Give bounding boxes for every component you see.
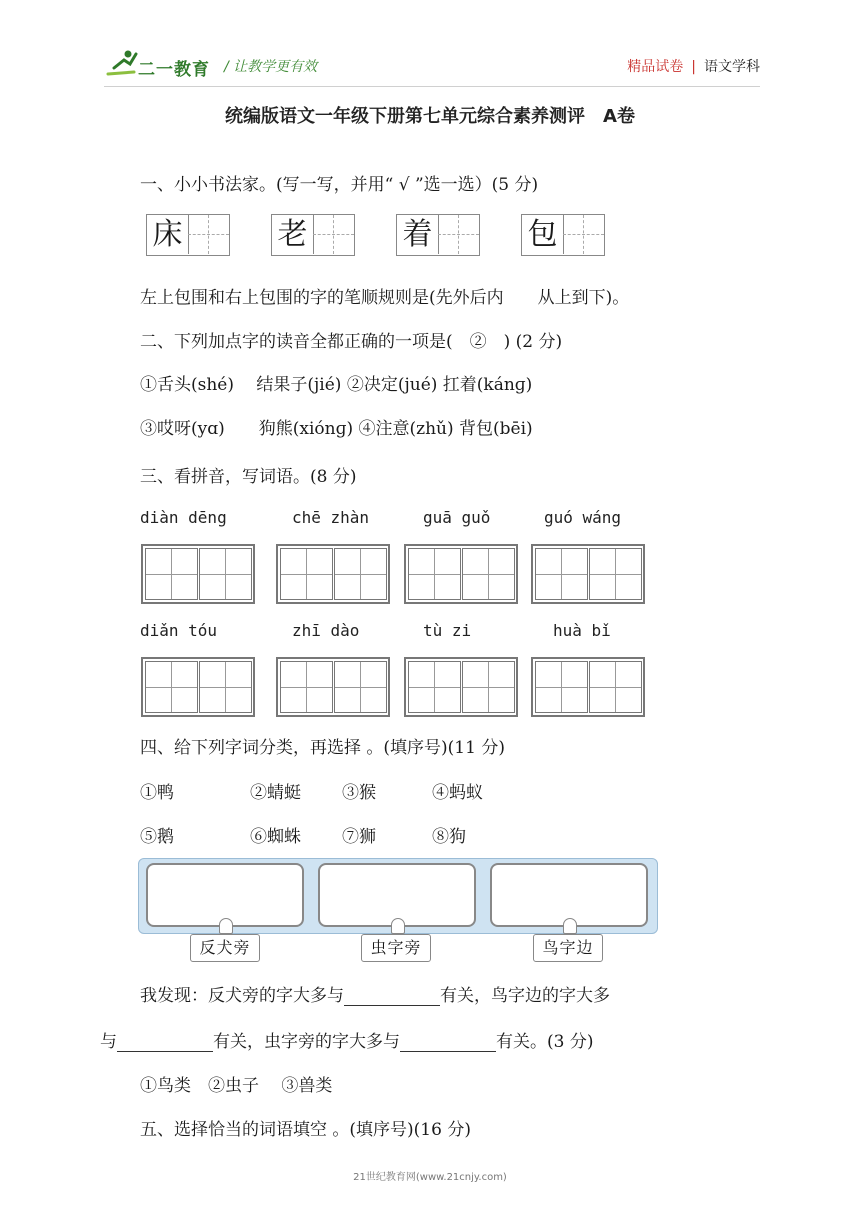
category-label: 虫字旁: [361, 934, 431, 962]
connector-knob: [563, 918, 577, 934]
pinyin: chē zhàn: [292, 508, 370, 527]
header-rule: [104, 86, 760, 87]
answer-grid[interactable]: [276, 657, 390, 717]
writing-cell: [396, 214, 480, 256]
pinyin: tù zi: [423, 621, 472, 640]
fill-blank[interactable]: [344, 987, 440, 1006]
q4-item: ⑧狗: [432, 827, 466, 847]
q2-options-line2: ③哎呀(yɑ) 狗熊(xiónɡ) ④注意(zhǔ) 背包(bēi): [140, 419, 533, 439]
writing-cell: [521, 214, 605, 256]
finding-text: 有关。(3 分): [496, 1032, 594, 1052]
q3-prompt: 三、看拼音，写词语。(8 分): [140, 467, 357, 487]
category-label: 反犬旁: [190, 934, 260, 962]
quality-tag: 精品试卷: [627, 59, 684, 75]
model-char: 老: [277, 217, 308, 252]
brand-slogan: / 让教学更有效: [224, 59, 318, 75]
connector-knob: [219, 918, 233, 934]
writing-cell: [271, 214, 355, 256]
answer-grid[interactable]: [404, 544, 518, 604]
model-char: 着: [402, 217, 433, 252]
q4-item: ⑥蜘蛛: [250, 827, 301, 847]
connector-knob: [391, 918, 405, 934]
q4-prompt: 四、给下列字词分类，再选择 。(填序号)(11 分): [140, 738, 505, 758]
answer-grid[interactable]: [531, 657, 645, 717]
answer-grid[interactable]: [531, 544, 645, 604]
q4-finding-line2: [100, 1027, 593, 1052]
q4-item: ④蚂蚁: [432, 783, 483, 803]
q2-options-line1: ①舌头(shé) 结果子(jié) ②决定(jué) 扛着(kánɡ): [140, 375, 533, 395]
page-title: 统编版语文一年级下册第七单元综合素养测评 A卷: [225, 106, 635, 127]
q4-item: ⑦狮: [342, 827, 376, 847]
q4-item: ①鸭: [140, 783, 174, 803]
q4-choice-options: ①鸟类 ②虫子 ③兽类: [140, 1076, 333, 1096]
fill-blank[interactable]: [400, 1033, 496, 1052]
q1-rule: 左上包围和右上包围的字的笔顺规则是(先外后内 从上到下)。: [140, 288, 630, 308]
pinyin: huà bǐ: [553, 621, 611, 640]
model-char: 床: [152, 217, 183, 252]
answer-grid[interactable]: [141, 544, 255, 604]
header-divider: |: [691, 59, 696, 75]
finding-text: 与: [100, 1032, 117, 1052]
pinyin: guā guǒ: [423, 508, 491, 527]
q4-item: ⑤鹅: [140, 827, 174, 847]
header-tags: [627, 56, 760, 76]
q4-finding-line1: [140, 981, 610, 1006]
writing-cell: [146, 214, 230, 256]
brand-name: 二一教育: [138, 60, 210, 80]
pinyin: diǎn tóu: [140, 621, 218, 640]
model-char: 包: [527, 217, 558, 252]
pinyin: zhī dào: [292, 621, 360, 640]
page-footer: 21世纪教育网(www.21cnjy.com): [353, 1172, 507, 1183]
pinyin: diàn dēng: [140, 508, 227, 527]
q4-item: ②蜻蜓: [250, 783, 301, 803]
category-label: 鸟字边: [533, 934, 603, 962]
pinyin: guó wáng: [544, 508, 622, 527]
q5-prompt: 五、选择恰当的词语填空 。(填序号)(16 分): [140, 1120, 471, 1140]
fill-blank[interactable]: [117, 1033, 213, 1052]
subject-tag: 语文学科: [704, 59, 760, 75]
finding-text: 有关，虫字旁的字大多与: [213, 1032, 400, 1052]
finding-text: 我发现：反犬旁的字大多与: [140, 986, 344, 1006]
finding-text: 有关，鸟字边的字大多: [440, 986, 610, 1006]
q4-item: ③猴: [342, 783, 376, 803]
answer-grid[interactable]: [141, 657, 255, 717]
q2-prompt: 二、下列加点字的读音全都正确的一项是( ② ) (2 分): [140, 332, 563, 352]
answer-grid[interactable]: [276, 544, 390, 604]
q1-prompt: 一、小小书法家。(写一写，并用“ √ ”选一选）(5 分): [140, 175, 539, 195]
answer-grid[interactable]: [404, 657, 518, 717]
